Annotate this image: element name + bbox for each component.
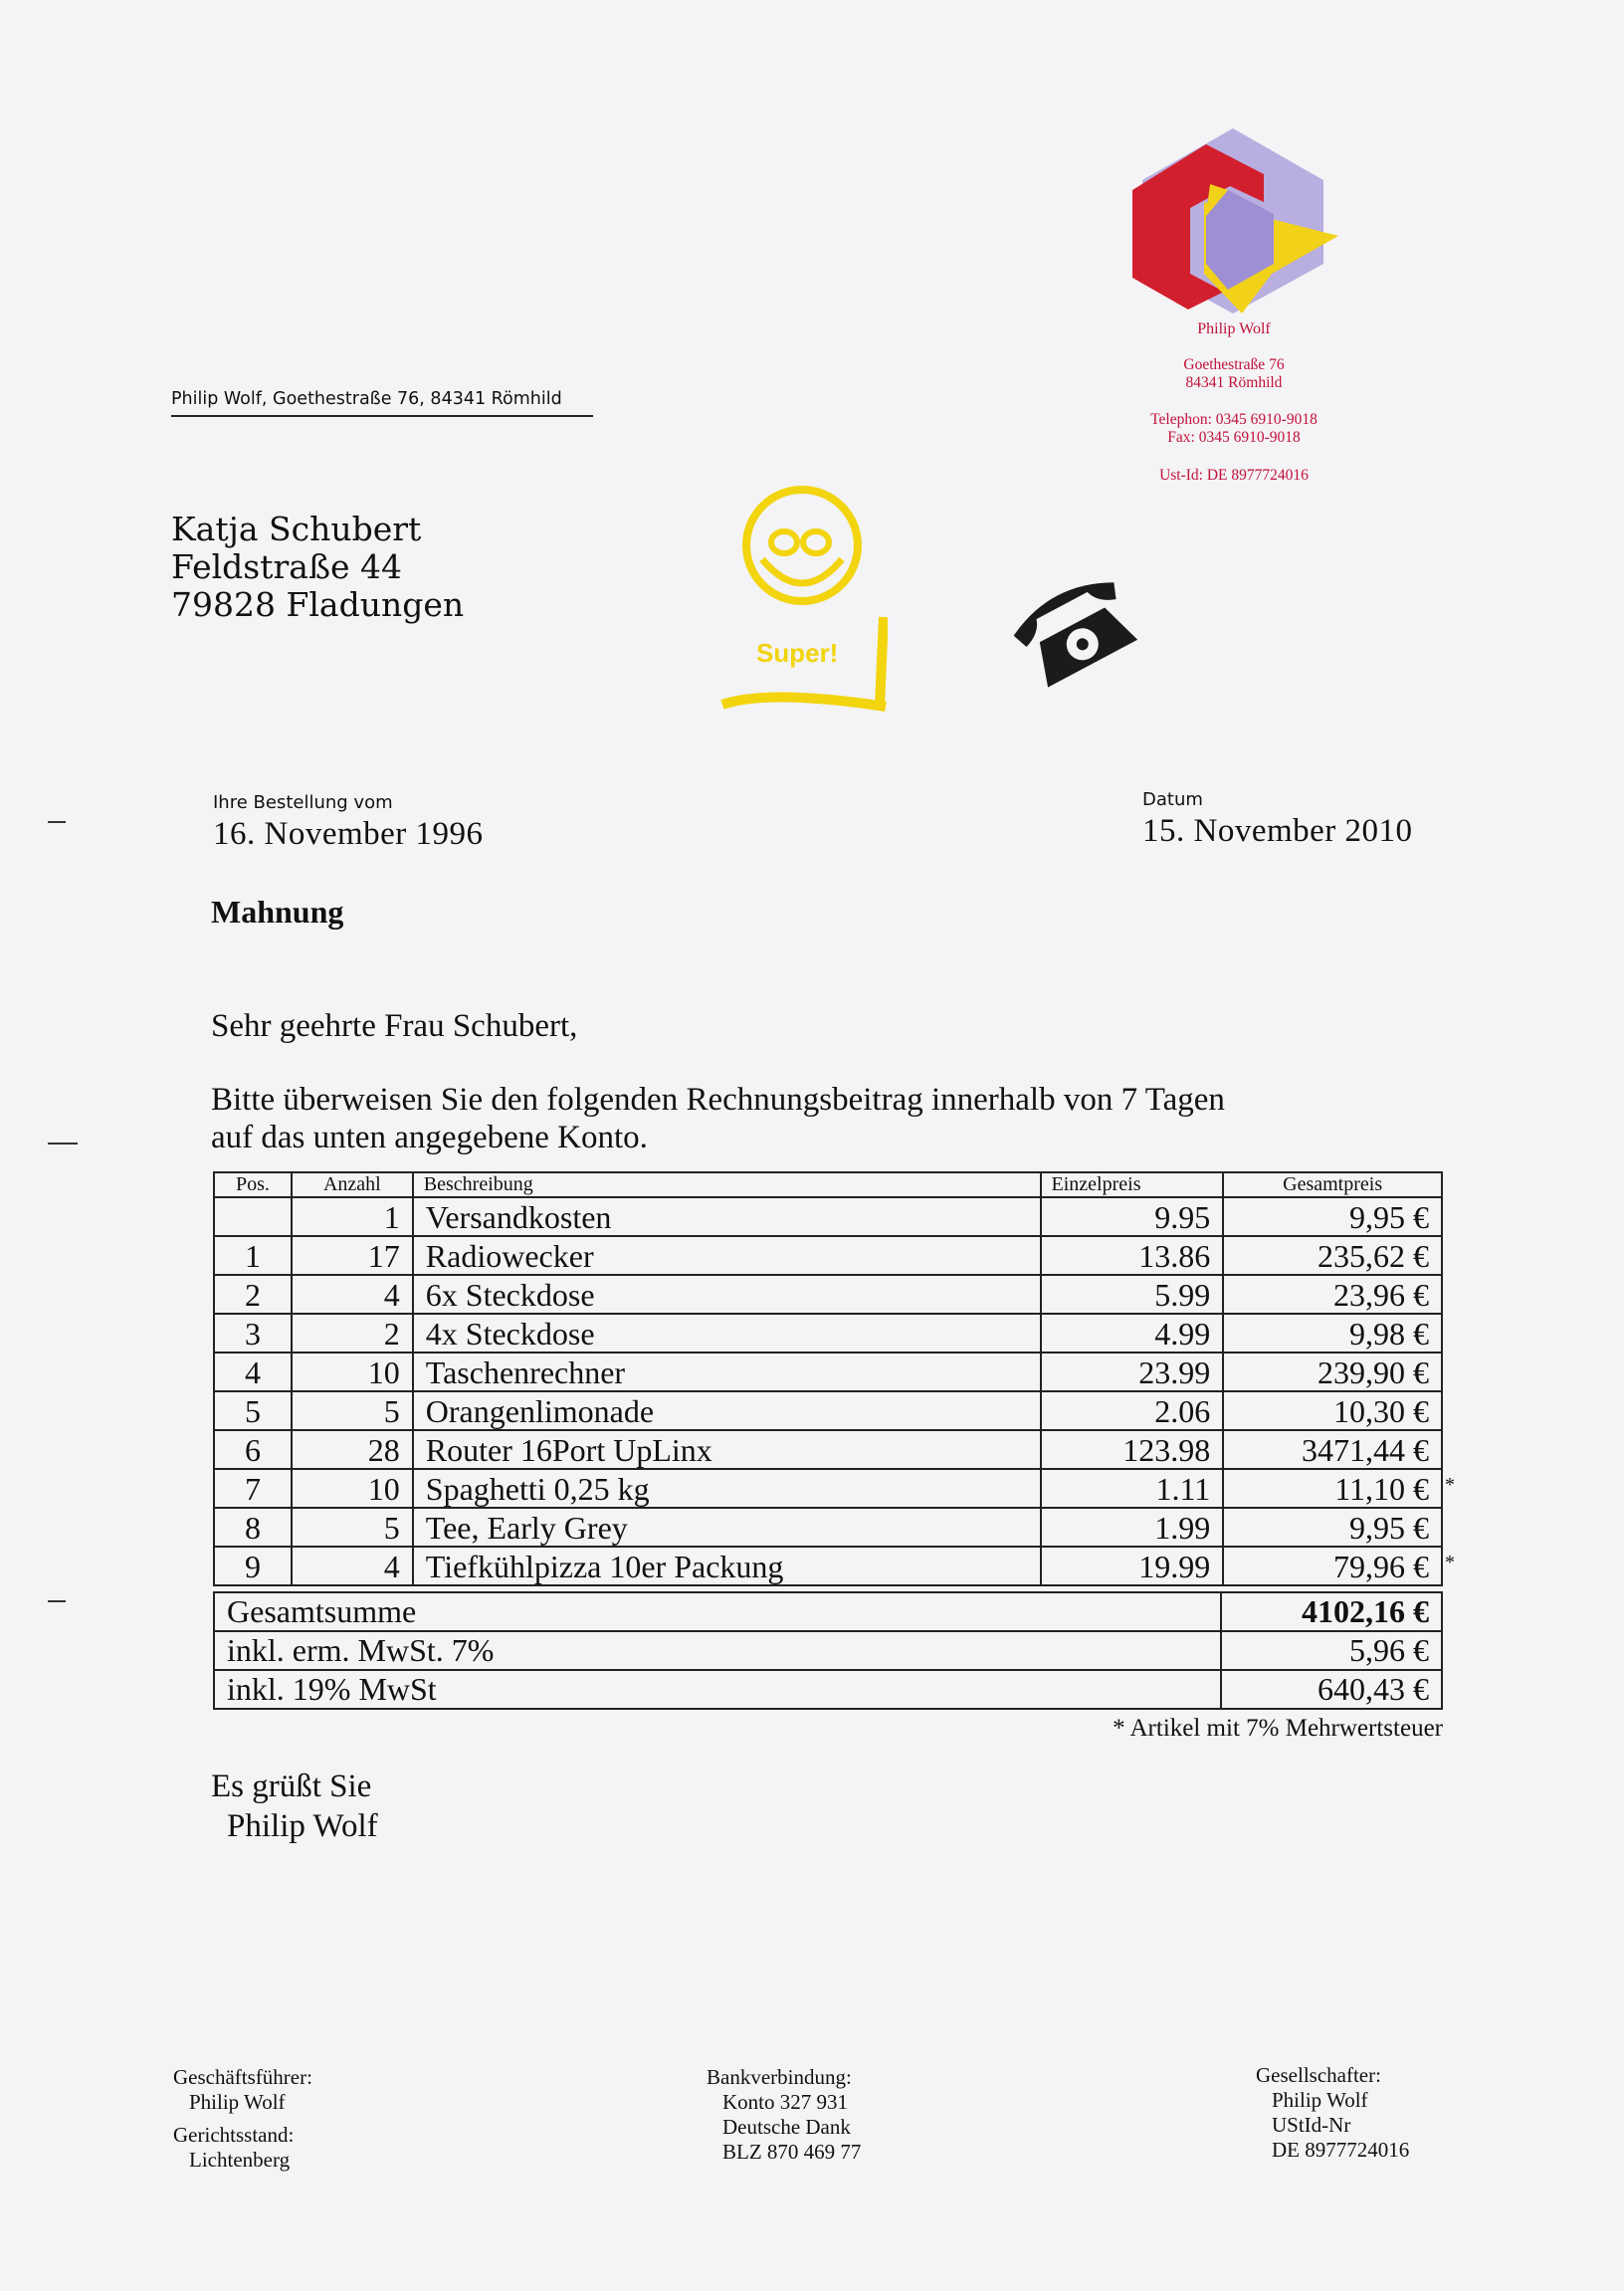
cell-total-price: 79,96 € * xyxy=(1223,1547,1442,1585)
footer-bank-blz: BLZ 870 469 77 xyxy=(722,2140,862,2164)
items-table xyxy=(213,1171,1455,1586)
cell-total-price: 9,95 € xyxy=(1223,1197,1442,1236)
cell-pos: 2 xyxy=(214,1275,292,1314)
cell-unit-price: 1.99 xyxy=(1041,1508,1224,1547)
header-qty: Anzahl xyxy=(292,1172,413,1197)
cell-unit-price: 23.99 xyxy=(1041,1353,1224,1391)
cell-description: Versandkosten xyxy=(413,1197,1041,1236)
letter-date: 15. November 2010 xyxy=(1142,813,1413,849)
vat7-row xyxy=(214,1631,1442,1670)
smiley-stamp xyxy=(718,468,888,722)
header-pos: Pos. xyxy=(214,1172,292,1197)
cell-description: Radiowecker xyxy=(413,1236,1041,1275)
table-row xyxy=(214,1314,1442,1353)
cell-pos xyxy=(214,1197,292,1236)
cell-qty: 2 xyxy=(292,1314,413,1353)
footer-ceo-label: Geschäftsführer: xyxy=(173,2065,312,2089)
table-row xyxy=(214,1236,1442,1275)
cell-total-price: 3471,44 € xyxy=(1223,1430,1442,1469)
fold-mark xyxy=(48,821,66,823)
table-row xyxy=(214,1508,1442,1547)
cell-description: Tiefkühlpizza 10er Packung xyxy=(413,1547,1041,1585)
vat-marker: * xyxy=(1445,1552,1455,1573)
intro-line-2: auf das unten angegebene Konto. xyxy=(211,1120,648,1155)
letterhead-vat-id: Ust-Id: DE 8977724016 xyxy=(1159,467,1309,484)
cell-unit-price: 1.11 xyxy=(1041,1469,1224,1508)
cell-pos: 5 xyxy=(214,1391,292,1430)
cell-unit-price: 123.98 xyxy=(1041,1430,1224,1469)
cell-unit-price: 19.99 xyxy=(1041,1547,1224,1585)
cell-qty: 1 xyxy=(292,1197,413,1236)
vat19-row xyxy=(214,1670,1442,1709)
letterhead-street: Goethestraße 76 xyxy=(1183,356,1285,373)
letterhead-fax: Fax: 0345 6910-9018 xyxy=(1167,429,1301,446)
cell-total-price: 10,30 € xyxy=(1223,1391,1442,1430)
cell-qty: 10 xyxy=(292,1353,413,1391)
vat-marker: * xyxy=(1445,1474,1455,1496)
table-row xyxy=(214,1197,1442,1236)
cell-total-price: 9,98 € xyxy=(1223,1314,1442,1353)
totals-table xyxy=(213,1591,1443,1710)
header-total-price: Gesamtpreis xyxy=(1223,1172,1442,1197)
closing-greeting: Es grüßt Sie xyxy=(211,1769,372,1804)
footnote: * Artikel mit 7% Mehrwertsteuer xyxy=(1113,1715,1443,1742)
cell-description: Router 16Port UpLinx xyxy=(413,1430,1041,1469)
vat19-label: inkl. 19% MwSt xyxy=(214,1670,1221,1709)
cell-unit-price: 5.99 xyxy=(1041,1275,1224,1314)
cell-unit-price: 4.99 xyxy=(1041,1314,1224,1353)
cell-total-price: 235,62 € xyxy=(1223,1236,1442,1275)
intro-line-1: Bitte überweisen Sie den folgenden Rechnungsbeitrag innerhalb von 7 Tagen xyxy=(211,1082,1225,1118)
cell-total-price: 11,10 € * xyxy=(1223,1469,1442,1508)
footer-partner-name: Philip Wolf xyxy=(1272,2088,1368,2112)
closing-signature: Philip Wolf xyxy=(227,1808,378,1844)
cell-unit-price: 2.06 xyxy=(1041,1391,1224,1430)
cell-qty: 4 xyxy=(292,1547,413,1585)
telephone-icon xyxy=(1005,557,1139,692)
cell-pos: 3 xyxy=(214,1314,292,1353)
header-description: Beschreibung xyxy=(413,1172,1041,1197)
footer-vat-label: UStId-Nr xyxy=(1272,2113,1351,2137)
table-row xyxy=(214,1430,1442,1469)
footer-court-name: Lichtenberg xyxy=(189,2148,291,2172)
order-date-label: Ihre Bestellung vom xyxy=(213,792,393,813)
total-sum-row xyxy=(214,1592,1442,1631)
cell-pos: 6 xyxy=(214,1430,292,1469)
cell-description: 6x Steckdose xyxy=(413,1275,1041,1314)
cell-description: Tee, Early Grey xyxy=(413,1508,1041,1547)
footer-partners xyxy=(1256,2063,1409,2163)
vat7-label: inkl. erm. MwSt. 7% xyxy=(214,1631,1221,1670)
table-row xyxy=(214,1547,1442,1585)
table-header-row xyxy=(214,1172,1442,1197)
cell-pos: 7 xyxy=(214,1469,292,1508)
footer-bank-name: Deutsche Dank xyxy=(722,2115,851,2139)
recipient-address xyxy=(171,511,464,624)
table-row xyxy=(214,1275,1442,1314)
cell-total-price: 239,90 € xyxy=(1223,1353,1442,1391)
cell-description: Spaghetti 0,25 kg xyxy=(413,1469,1041,1508)
cell-pos: 1 xyxy=(214,1236,292,1275)
table-row xyxy=(214,1391,1442,1430)
salutation: Sehr geehrte Frau Schubert, xyxy=(211,1008,578,1044)
cell-unit-price: 13.86 xyxy=(1041,1236,1224,1275)
total-sum-label: Gesamtsumme xyxy=(214,1592,1221,1631)
intro-text xyxy=(211,1081,1225,1156)
cell-unit-price: 9.95 xyxy=(1041,1197,1224,1236)
company-logo xyxy=(1124,124,1341,315)
fold-mark xyxy=(48,1600,66,1602)
table-row xyxy=(214,1469,1442,1508)
cell-qty: 5 xyxy=(292,1391,413,1430)
cell-qty: 17 xyxy=(292,1236,413,1275)
order-date: 16. November 1996 xyxy=(213,816,484,852)
cell-total-price: 9,95 € xyxy=(1223,1508,1442,1547)
total-sum-value: 4102,16 € xyxy=(1221,1592,1442,1631)
footer-management xyxy=(173,2065,312,2173)
cell-pos: 9 xyxy=(214,1547,292,1585)
vat7-value: 5,96 € xyxy=(1221,1631,1442,1670)
cell-qty: 28 xyxy=(292,1430,413,1469)
cell-pos: 4 xyxy=(214,1353,292,1391)
subject: Mahnung xyxy=(211,894,344,930)
cell-qty: 4 xyxy=(292,1275,413,1314)
stamp-text: Super! xyxy=(756,638,839,668)
letterhead-name: Philip Wolf xyxy=(1197,320,1271,337)
table-row xyxy=(214,1353,1442,1391)
cell-description: Orangenlimonade xyxy=(413,1391,1041,1430)
cell-total-price: 23,96 € xyxy=(1223,1275,1442,1314)
recipient-name: Katja Schubert xyxy=(171,510,422,548)
vat19-value: 640,43 € xyxy=(1221,1670,1442,1709)
footer-bank-account: Konto 327 931 xyxy=(722,2090,848,2114)
return-address: Philip Wolf, Goethestraße 76, 84341 Römhild xyxy=(171,389,593,417)
cell-qty: 5 xyxy=(292,1508,413,1547)
letterhead-telephone: Telephon: 0345 6910-9018 xyxy=(1150,411,1318,428)
footer-court-label: Gerichtsstand: xyxy=(173,2123,295,2147)
cell-qty: 10 xyxy=(292,1469,413,1508)
cell-pos: 8 xyxy=(214,1508,292,1547)
recipient-street: Feldstraße 44 xyxy=(171,547,402,586)
footer-partner-label: Gesellschafter: xyxy=(1256,2063,1381,2087)
cell-description: 4x Steckdose xyxy=(413,1314,1041,1353)
letterhead-city: 84341 Römhild xyxy=(1185,374,1283,391)
letter-date-label: Datum xyxy=(1142,789,1203,810)
footer-ceo-name: Philip Wolf xyxy=(189,2090,286,2114)
footer-vat-id: DE 8977724016 xyxy=(1272,2138,1410,2162)
footer-bank-label: Bankverbindung: xyxy=(707,2065,852,2089)
footer-bank xyxy=(707,2065,861,2165)
header-unit-price: Einzelpreis xyxy=(1041,1172,1224,1197)
punch-mark xyxy=(48,1143,78,1145)
cell-description: Taschenrechner xyxy=(413,1353,1041,1391)
recipient-city: 79828 Fladungen xyxy=(171,585,465,624)
